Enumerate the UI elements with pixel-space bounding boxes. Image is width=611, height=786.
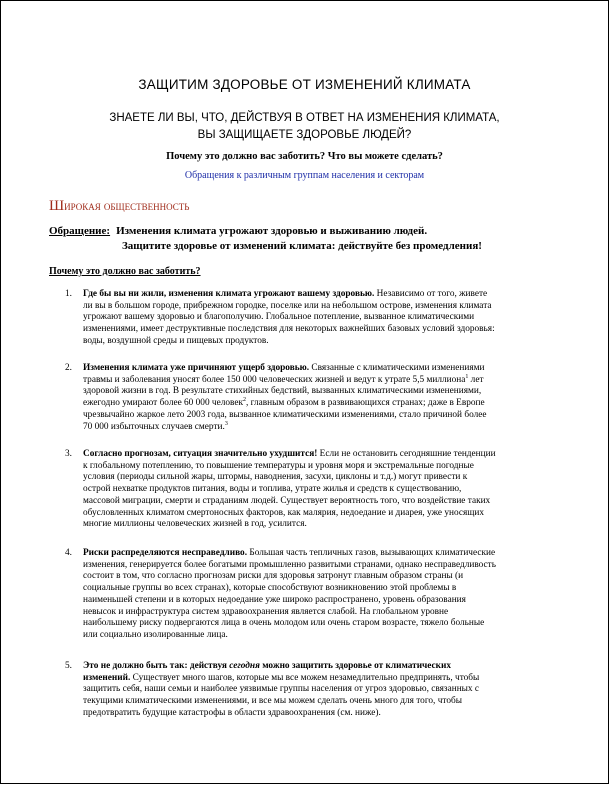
item-line: социальные группы во всех странах), которые способствуют возникновению этой проблемы в [83,583,457,594]
list-item [65,449,561,531]
item-line: угрожают вашему здоровью и благополучию. Глобальное потепление, вызванное климатическими [83,312,475,323]
subtitle-line-2: ВЫ ЗАЩИЩАЕТЕ ЗДОРОВЬЕ ЛЮДЕЙ? [197,129,412,141]
list-item [65,289,561,348]
item-bold: Где бы вы ни жили, изменения климата угрожают вашему здоровью. [83,289,375,299]
item-line: наименьшей степени и в которых недоедание уже широко распространено, уровень образования [83,594,466,605]
list-item [65,661,561,720]
item-tail: Большая часть тепличных газов, вызывающих климатические [247,548,496,558]
list-item [65,548,561,642]
item-tail: Если не остановить сегодняшние тенденции [317,449,496,459]
item-line: защитить себя, наши семьи и наиболее уязвимые группы населения от угроз здоровью, связанных с [83,684,480,695]
item-line: чрезвычайно жаркое лето 2003 года, вызванное климатическими изменениями, стало причиной более [83,409,487,420]
item-body [83,289,561,348]
item-number: 2. [65,363,72,373]
item-body [83,548,561,642]
item-line-end: лет [468,374,484,385]
item-bold: изменений. [83,672,131,683]
item-body [83,449,561,531]
item-line: воды, воздушной среды и пищевых продуктов. [83,335,269,346]
item-line: 70 000 избыточных случаев смерти. [83,421,225,432]
item-line: острой нехватке продуктов питания, воды и топлива, утрате жилья и средств к существованию, [83,484,462,495]
item-bold-emphasis: сегодня [229,661,260,671]
item-line: к глобальному потеплению, то повышение температуры и уровня моря и экстремальные погодные [83,460,474,471]
item-line: травмы и заболевания уносят более 150 000 человеческих жизней и ведут к утрате 5,5 миллиона [83,374,466,385]
footnote-ref: 1 [465,373,469,380]
item-body [83,661,561,720]
appeal-line-2: Защитите здоровье от изменений климата: действуйте без промедления! [122,240,482,252]
section-heading [49,198,189,215]
section-rest: ирокая общественность [64,199,190,213]
item-tail: Независимо от того, живете [374,289,488,299]
item-line: или социально изолированные лица. [83,629,228,640]
item-bold: Это не должно быть так: действуя [83,661,230,671]
item-line: ежегодно умирают более 60 000 человек [83,398,243,409]
page-title: ЗАЩИТИМ ЗДОРОВЬЕ ОТ ИЗМЕНЕНИЙ КЛИМАТА [138,77,471,92]
item-line: массовой миграции, смерти и страданиям людей. Существует вероятность того, что воздействие таких [83,495,491,506]
item-number: 4. [65,548,72,558]
item-bold: Риски распределяются несправедливо. [83,548,248,558]
item-line: изменения, генерируется более богатыми промышленно развитыми странами, однако несправедливость [83,559,496,570]
item-number: 3. [65,449,72,459]
appeal-label: Обращение: [49,225,111,237]
item-line-end: , главным образом в развивающихся странах; даже в Европе [246,398,485,409]
item-line: невысок и инфраструктура систем здравоохранения является слабой. На глобальном уровне [83,606,449,617]
item-line: изменениями, имеет деструктивные последствия для некоторых важнейших базовых условий здоровья: [83,324,495,335]
item-tail: Связанные с климатическими изменениями [309,363,485,373]
item-line: условия (периоды сильной жары, штормы, наводнения, засухи, циклоны и т.д.) могут привести к [83,472,468,483]
audience-link[interactable]: Обращения к различным группам населения и секторам [184,170,425,181]
item-bold: Согласно прогнозам, ситуация значительно ухудшится! [83,449,318,459]
item-line: здоровой жизни в год. В результате стихийных бедствий, вызванных климатическими изменениями, [83,386,482,397]
item-line: наибольшему риску подвергаются лица в очень молодом или очень старом возрасте, тяжело больные [83,618,485,629]
item-bold: Изменения климата уже причиняют ущерб здоровью. [83,363,310,373]
item-line: предотвратить будущие катастрофы в области здравоохранения (см. ниже). [83,707,381,718]
item-body [83,363,561,433]
footnote-ref: 2 [243,397,246,404]
appeal-text-1: Изменения климата угрожают здоровью и выживанию людей. [116,225,428,237]
item-line: обусловленных климатом смертоносных факторов, как малярия, недоедание и диарея, уже уносящих [83,507,485,518]
subtitle-line-1: ЗНАЕТЕ ЛИ ВЫ, ЧТО, ДЕЙСТВУЯ В ОТВЕТ НА ИЗМЕНЕНИЯ КЛИМАТА, [109,112,500,124]
item-line: состоит в том, что согласно прогнозам риски для здоровья затронут главным образом страны (и [83,571,464,582]
why-heading: Почему это должно вас заботить? [49,266,201,277]
item-line: текущими климатическими изменениями, и все мы можем сделать очень много для того, чтобы [83,696,462,707]
item-tail: Существует много шагов, которые мы все можем незамедлительно предпринять, чтобы [130,672,480,683]
question-line: Почему это должно вас заботить? Что вы можете сделать? [166,151,443,162]
section-first-letter: Ш [49,198,65,214]
appeal-line-1 [49,225,427,237]
list-item [65,363,561,433]
item-bold: можно защитить здоровье от климатических [259,661,452,671]
item-number: 1. [65,289,72,299]
item-line: ли вы в большом городе, прибрежном городке, поселке или на небольшом острове, изменения климата [83,300,492,311]
item-line: многие миллионы человеческих жизней в год, усилится. [83,519,307,530]
footnote-ref: 3 [224,420,228,427]
item-number: 5. [65,661,72,671]
